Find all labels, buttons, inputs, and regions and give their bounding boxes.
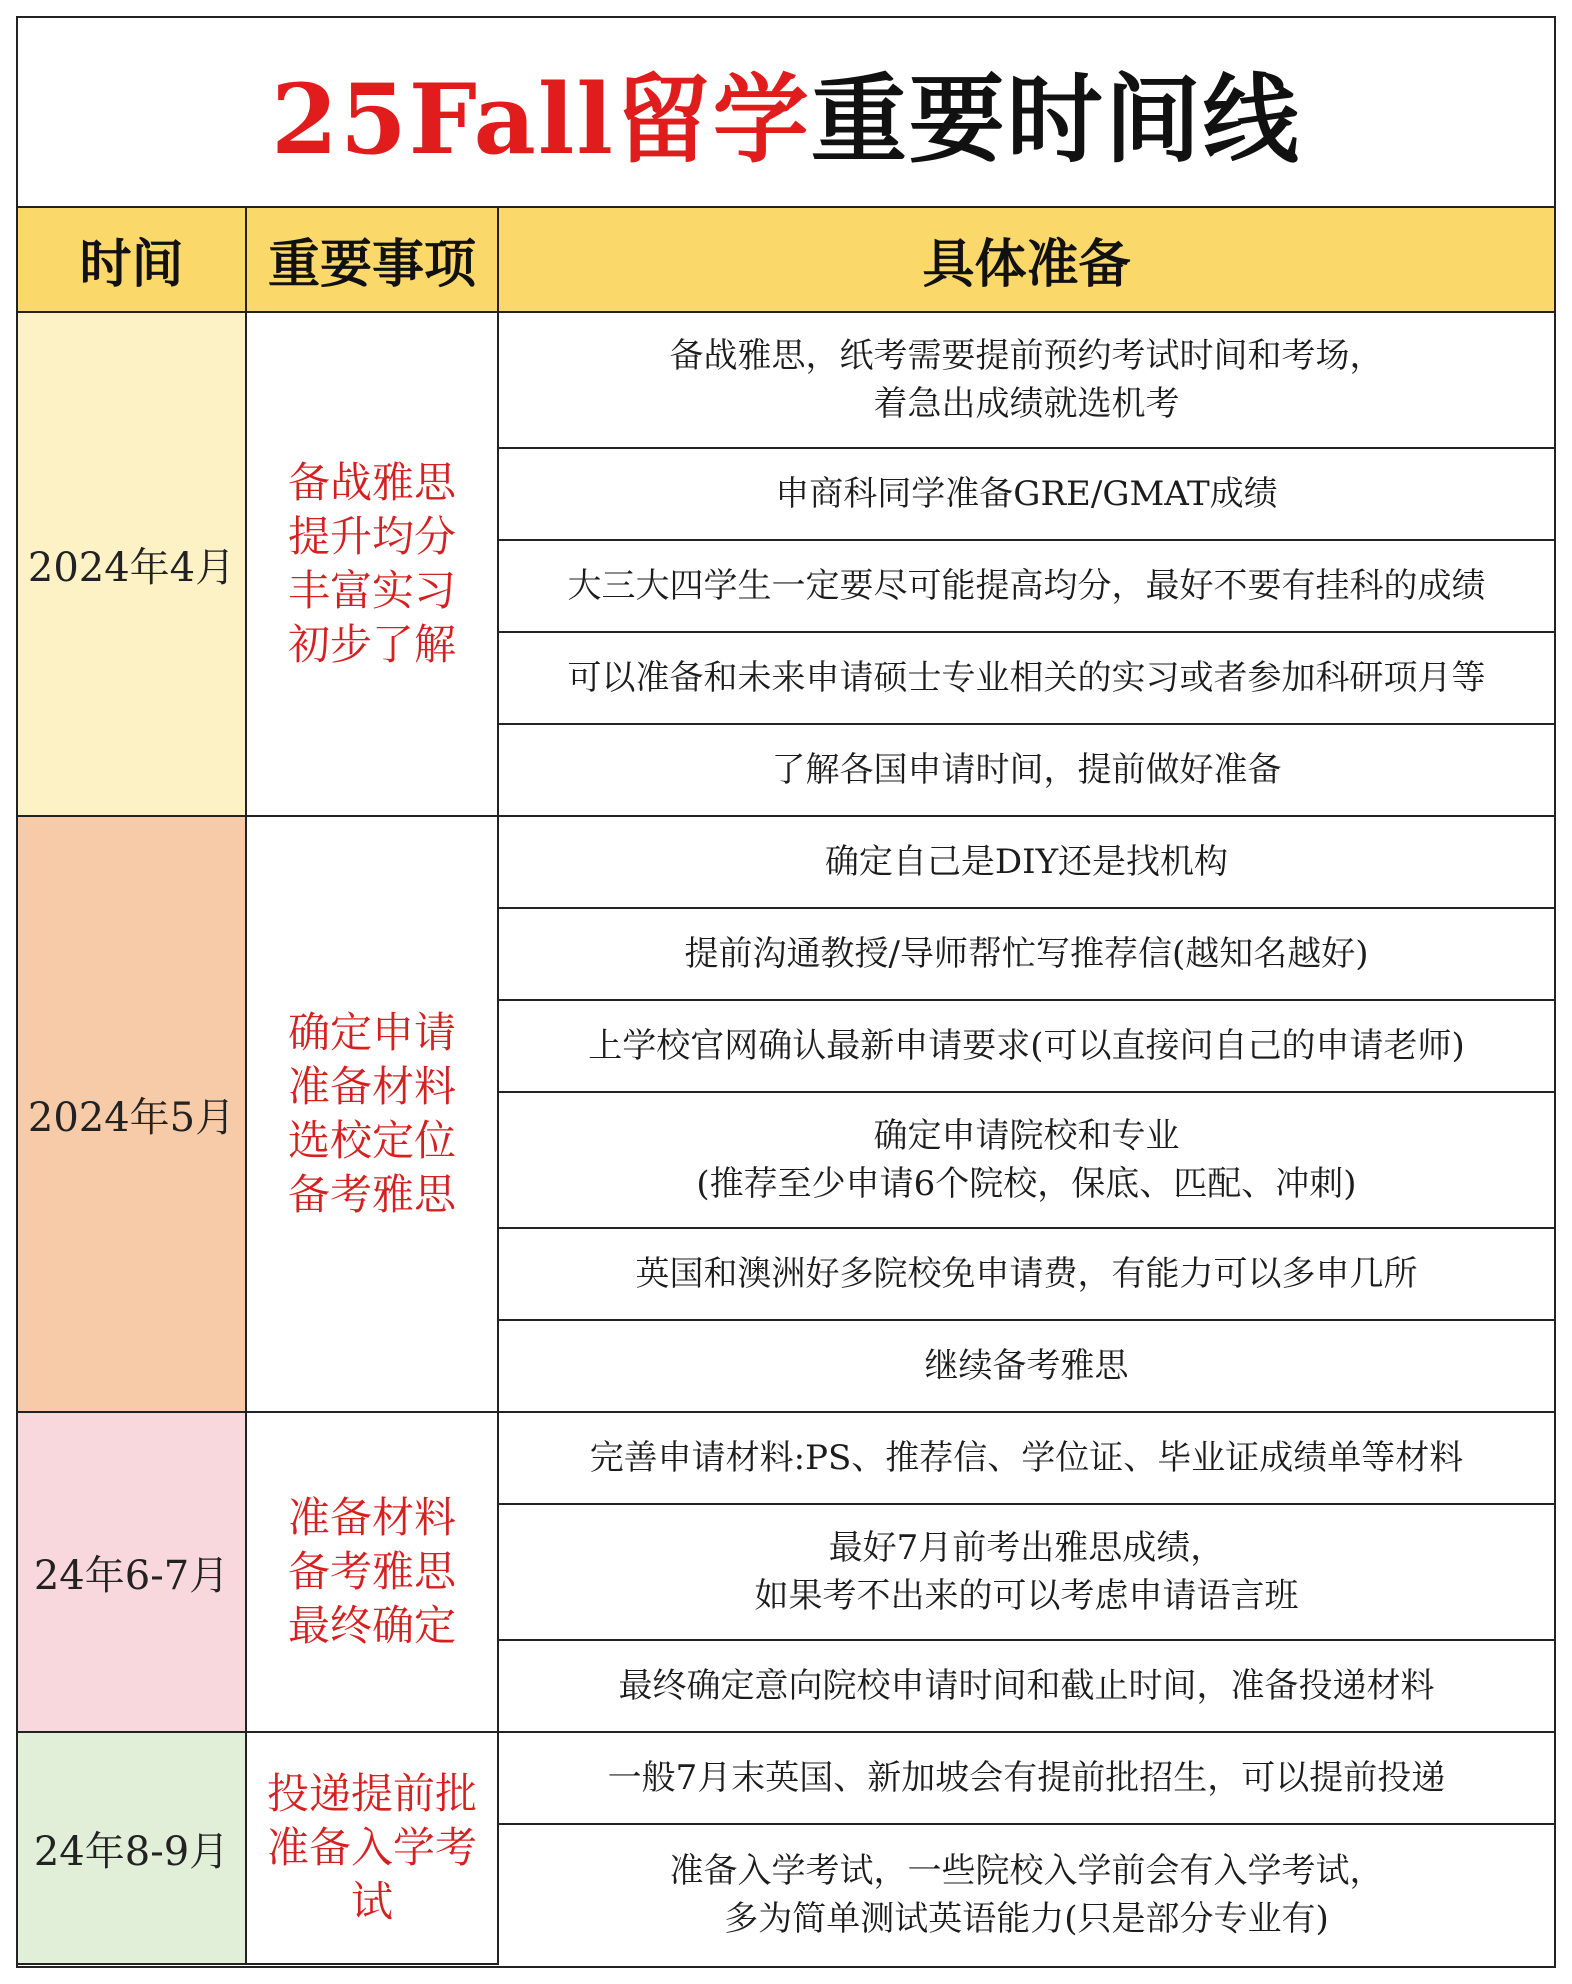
period-item: 准备材料 — [287, 1493, 456, 1542]
period-item: 确定申请 — [287, 1008, 456, 1057]
header-detail: 具体准备 — [498, 208, 1554, 312]
timeline-sheet — [16, 16, 1556, 1968]
table-row — [18, 1412, 1554, 1504]
detail-cell — [498, 1092, 1554, 1228]
period-item: 试 — [350, 1877, 393, 1926]
period-time: 2024年5月 — [18, 816, 246, 1412]
period-item: 准备入学考 — [266, 1823, 477, 1872]
period-item: 选校定位 — [287, 1116, 456, 1165]
detail-line: 确定申请院校和专业 — [873, 1116, 1180, 1156]
header-items: 重要事项 — [246, 208, 498, 312]
detail-line: 申商科同学准备GRE/GMAT成绩 — [775, 474, 1278, 514]
detail-line: 可以准备和未来申请硕士专业相关的实习或者参加科研项月等 — [567, 658, 1486, 698]
title-highlight: 25Fall留学 — [271, 62, 811, 176]
period-items — [246, 1732, 498, 1964]
title-rest: 重要时间线 — [810, 62, 1301, 176]
detail-line: 继续备考雅思 — [924, 1346, 1129, 1386]
period-time: 24年6-7月 — [18, 1412, 246, 1732]
detail-cell — [498, 1732, 1554, 1824]
table-row — [18, 1732, 1554, 1824]
detail-cell — [498, 1000, 1554, 1092]
period-item: 备考雅思 — [287, 1547, 456, 1596]
detail-cell — [498, 1640, 1554, 1732]
detail-line: 准备入学考试，一些院校入学前会有入学考试， — [669, 1850, 1384, 1891]
period-time: 2024年4月 — [18, 312, 246, 816]
page-title — [18, 18, 1554, 208]
detail-line: 了解各国申请时间，提前做好准备 — [771, 750, 1282, 790]
period-items — [246, 816, 498, 1412]
period-time: 24年8-9月 — [18, 1732, 246, 1964]
period-item: 最终确定 — [287, 1601, 456, 1650]
detail-line: 多为简单测试英语能力(只是部分专业有) — [724, 1898, 1329, 1939]
detail-line: 完善申请材料:PS、推荐信、学位证、毕业证成绩单等材料 — [589, 1438, 1464, 1478]
detail-line: 着急出成绩就选机考 — [873, 384, 1180, 424]
detail-cell — [498, 908, 1554, 1000]
timeline-table — [18, 208, 1554, 1965]
detail-line: 英国和澳洲好多院校免申请费，有能力可以多申几所 — [635, 1254, 1418, 1294]
detail-line: 最终确定意向院校申请时间和截止时间，准备投递材料 — [618, 1666, 1435, 1706]
table-row — [18, 312, 1554, 448]
detail-cell — [498, 816, 1554, 908]
detail-cell — [498, 724, 1554, 816]
detail-cell — [498, 312, 1554, 448]
period-items — [246, 312, 498, 816]
detail-cell — [498, 632, 1554, 724]
detail-line: 备战雅思，纸考需要提前预约考试时间和考场， — [669, 336, 1384, 376]
header-row — [18, 208, 1554, 312]
detail-line: (推荐至少申请6个院校，保底、匹配、冲刺) — [696, 1164, 1357, 1204]
detail-line: 如果考不出来的可以考虑申请语言班 — [754, 1576, 1299, 1616]
period-item: 准备材料 — [287, 1062, 456, 1111]
period-item: 投递提前批 — [266, 1769, 477, 1818]
header-time: 时间 — [18, 208, 246, 312]
period-item: 备战雅思 — [287, 458, 456, 507]
period-items — [246, 1412, 498, 1732]
detail-cell — [498, 448, 1554, 540]
period-item: 初步了解 — [287, 620, 456, 669]
detail-cell — [498, 1320, 1554, 1412]
period-item: 提升均分 — [287, 512, 456, 561]
detail-cell — [498, 540, 1554, 632]
period-item: 备考雅思 — [287, 1170, 456, 1219]
detail-line: 一般7月末英国、新加坡会有提前批招生，可以提前投递 — [607, 1758, 1446, 1798]
detail-line: 确定自己是DIY还是找机构 — [824, 842, 1229, 882]
table-row — [18, 816, 1554, 908]
detail-cell — [498, 1824, 1554, 1964]
detail-line: 上学校官网确认最新申请要求(可以直接问自己的申请老师) — [588, 1026, 1465, 1066]
detail-cell — [498, 1228, 1554, 1320]
detail-line: 大三大四学生一定要尽可能提高均分，最好不要有挂科的成绩 — [567, 566, 1486, 606]
detail-cell — [498, 1504, 1554, 1640]
period-item: 丰富实习 — [287, 566, 456, 615]
detail-line: 提前沟通教授/导师帮忙写推荐信(越知名越好) — [684, 934, 1369, 974]
detail-line: 最好7月前考出雅思成绩， — [828, 1528, 1225, 1568]
detail-cell — [498, 1412, 1554, 1504]
